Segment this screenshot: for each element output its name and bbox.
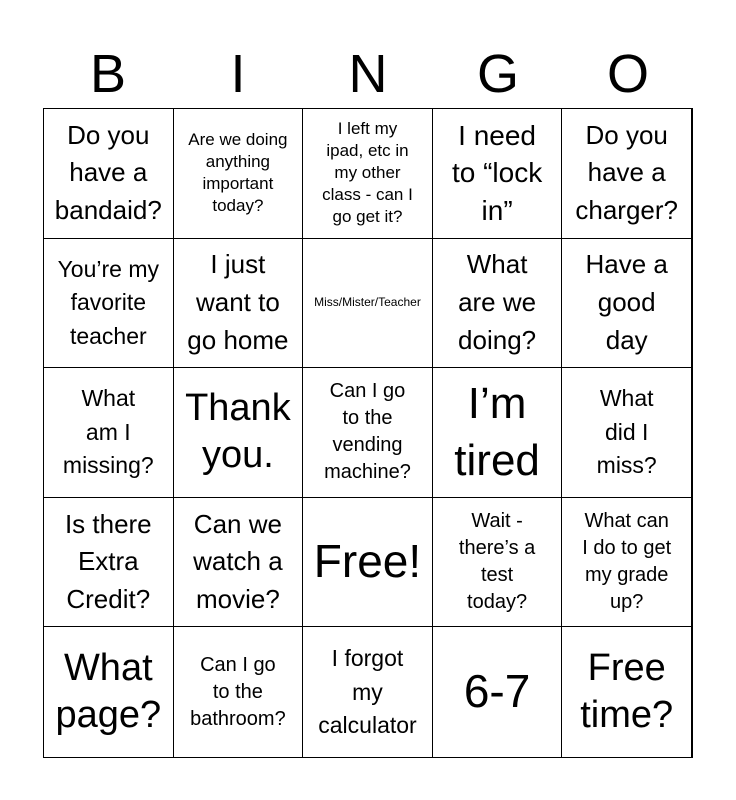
bingo-cell-r2-c1[interactable]: You’re my favorite teacher [44,239,174,369]
bingo-cell-r4-c2[interactable]: Can we watch a movie? [174,498,304,628]
header-letter-i: I [230,44,246,104]
bingo-cell-r5-c1[interactable]: What page? [44,627,174,757]
bingo-cell-r3-c1[interactable]: What am I missing? [44,368,174,498]
bingo-cell-r1-c2[interactable]: Are we doing anything important today? [174,109,304,239]
bingo-cell-r4-c3[interactable]: Free! [303,498,433,628]
bingo-cell-r4-c5[interactable]: What can I do to get my grade up? [562,498,692,628]
bingo-cell-r5-c4[interactable]: 6-7 [433,627,563,757]
bingo-cell-r2-c3[interactable]: Miss/Mister/Teacher [303,239,433,369]
bingo-cell-r5-c2[interactable]: Can I go to the bathroom? [174,627,304,757]
bingo-cell-r2-c5[interactable]: Have a good day [562,239,692,369]
bingo-cell-r1-c5[interactable]: Do you have a charger? [562,109,692,239]
header-letter-o: O [606,44,649,104]
bingo-cell-r2-c2[interactable]: I just want to go home [174,239,304,369]
bingo-cell-r1-c4[interactable]: I need to “lock in” [433,109,563,239]
header-letter-b: B [89,44,127,104]
bingo-cell-r1-c1[interactable]: Do you have a bandaid? [44,109,174,239]
bingo-cell-r1-c3[interactable]: I left my ipad, etc in my other class - can I go get it? [303,109,433,239]
bingo-header [43,40,693,108]
bingo-cell-r5-c5[interactable]: Free time? [562,627,692,757]
bingo-cell-r3-c4[interactable]: I’m tired [433,368,563,498]
bingo-cell-r4-c4[interactable]: Wait - there’s a test today? [433,498,563,628]
bingo-cell-r5-c3[interactable]: I forgot my calculator [303,627,433,757]
bingo-cell-r3-c2[interactable]: Thank you. [174,368,304,498]
bingo-board [43,108,693,758]
bingo-cell-r4-c1[interactable]: Is there Extra Credit? [44,498,174,628]
bingo-cell-r3-c5[interactable]: What did I miss? [562,368,692,498]
header-letter-n: N [348,44,388,104]
bingo-cell-r2-c4[interactable]: What are we doing? [433,239,563,369]
bingo-cell-r3-c3[interactable]: Can I go to the vending machine? [303,368,433,498]
header-letter-g: G [476,44,519,104]
